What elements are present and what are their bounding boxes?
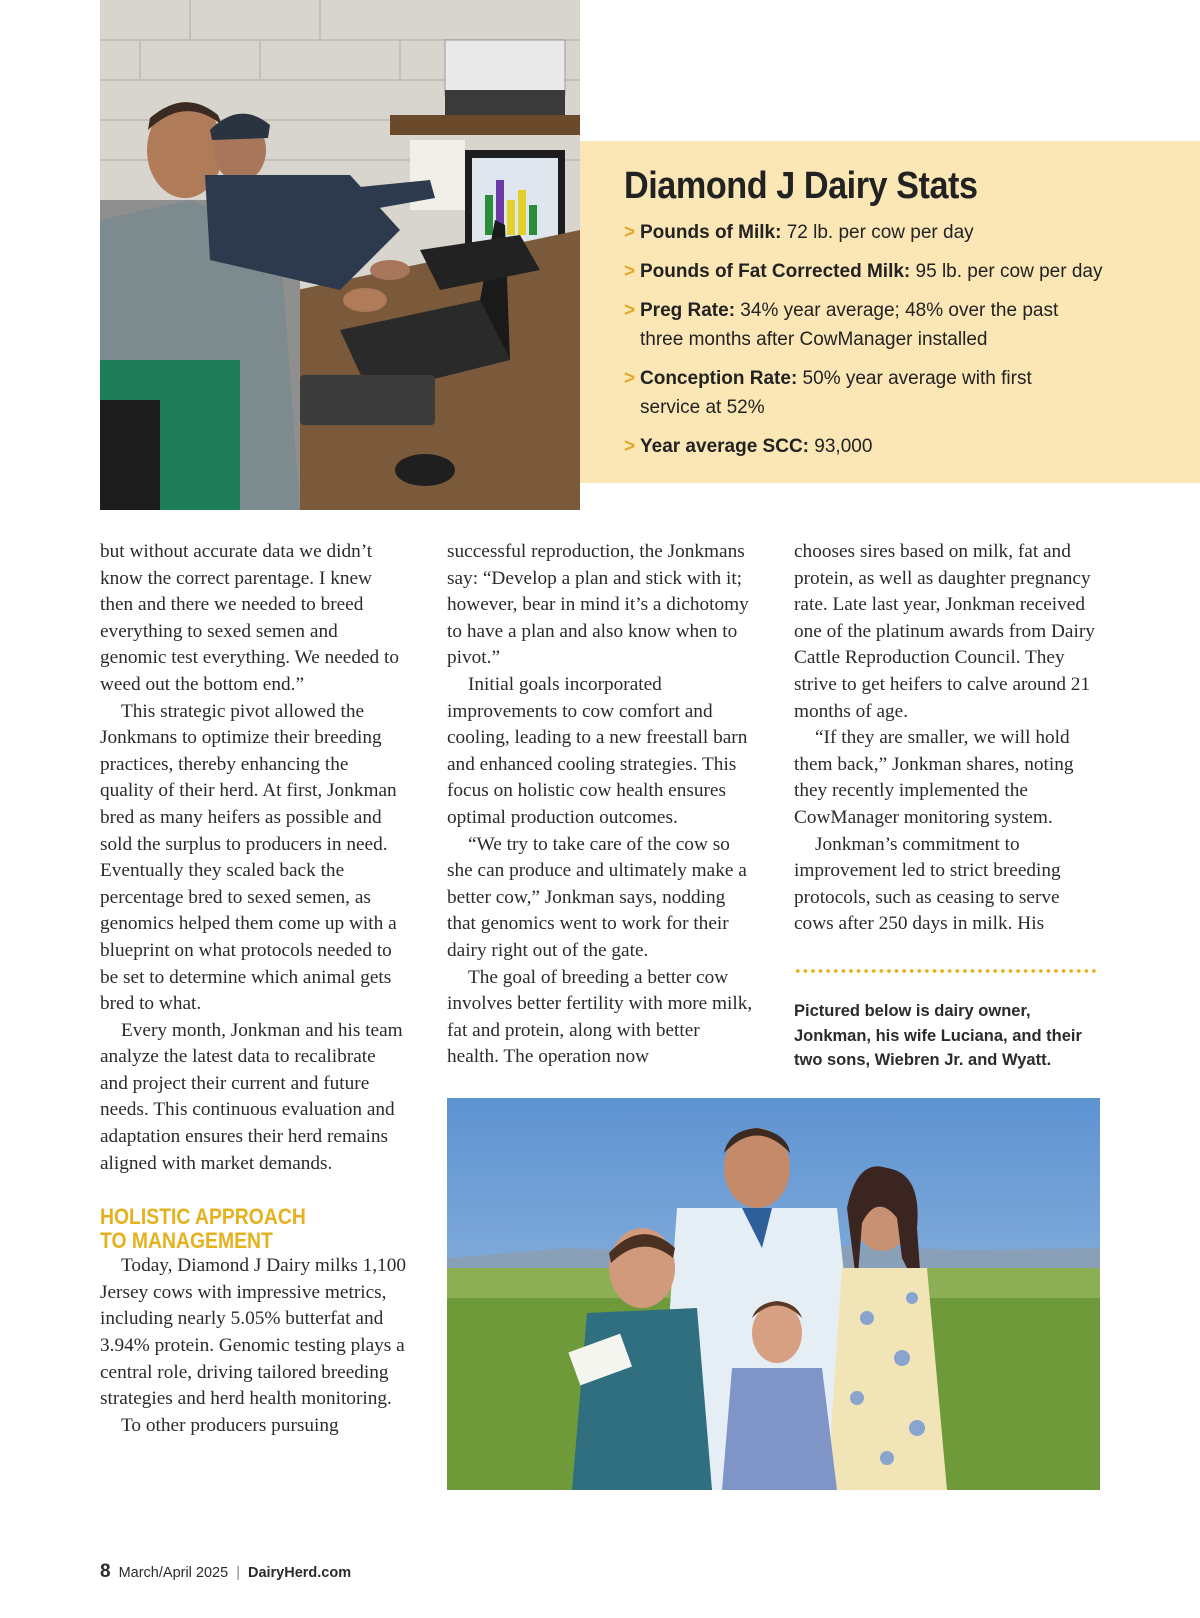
site-name: DairyHerd.com (247, 1565, 352, 1581)
page-footer (100, 1561, 351, 1583)
stat-label: Preg Rate: (640, 300, 736, 321)
arrow-icon: > (624, 261, 636, 282)
stat-preg-rate (624, 296, 1064, 354)
stat-value: 50% year average with first service at 52% (640, 368, 1032, 418)
arrow-icon: > (624, 368, 636, 389)
section-heading-line: HOLISTIC APPROACH (100, 1204, 306, 1230)
stats-title: Diamond J Dairy Stats (624, 165, 978, 207)
paragraph: “We try to take care of the cow so she can produce and ultimately make a better cow,” Jonkman says, nodding that genomics went to work for their dairy right out of the gate. (447, 833, 747, 961)
stat-value: 34% year average; 48% over the past three months after CowManager installed (640, 300, 1059, 350)
arrow-icon: > (624, 436, 636, 457)
footer-separator: | (236, 1565, 240, 1581)
page-number: 8 (100, 1561, 111, 1582)
issue-date: March/April 2025 (118, 1565, 229, 1581)
stat-scc (624, 432, 1184, 461)
stats-sidebar (580, 141, 1200, 483)
paragraph: but without accurate data we didn’t know the correct parentage. I knew then and there we needed to breed everything to sexed semen and genomic test everything. We needed to weed out the bottom end.” (100, 541, 399, 695)
paragraph: This strategic pivot allowed the Jonkmans to optimize their breeding practices, thereby enhancing the quality of their herd. At first, Jonkman bred as many heifers as possible and sold the surplus to producers in need. Eventually they scaled back the percentage bred to sexed semen, as genomics helped them come up with a blueprint on what protocols needed to be set to determine which animal gets bred to what. (100, 700, 397, 1015)
stat-label: Pounds of Fat Corrected Milk: (640, 261, 911, 282)
paragraph: To other producers pursuing (121, 1414, 339, 1436)
paragraph: “If they are smaller, we will hold them back,” Jonkman shares, noting they recently implemented the CowManager monitoring system. (794, 727, 1074, 828)
paragraph: successful reproduction, the Jonkmans say: “Develop a plan and stick with it; however, bear in mind it’s a dichotomy to have a plan and also know when to pivot.” (447, 541, 749, 669)
paragraph: Jonkman’s commitment to improvement led to strict breeding protocols, such as ceasing to serve cows after 250 days in milk. His (794, 833, 1061, 935)
stat-conception-rate (624, 364, 1044, 422)
paragraph: Every month, Jonkman and his team analyze the latest data to recalibrate and project their current and future needs. This continuous evaluation and adaptation ensures their herd remains aligned with market demands. (100, 1019, 403, 1174)
arrow-icon: > (624, 222, 636, 243)
stat-label: Pounds of Milk: (640, 222, 782, 243)
stat-label: Year average SCC: (640, 436, 809, 457)
office-photo (100, 0, 580, 510)
section-heading (100, 1205, 369, 1253)
photo-caption: Pictured below is dairy owner, Jonkman, his wife Luciana, and their two sons, Wiebren Jr. and Wyatt. (794, 1002, 1082, 1069)
family-photo (447, 1098, 1100, 1490)
section-heading-line: TO MANAGEMENT (100, 1228, 273, 1254)
stat-value: 93,000 (809, 436, 873, 457)
stat-fat-corrected-milk (624, 257, 1184, 286)
arrow-icon: > (624, 300, 636, 321)
dotted-divider (794, 968, 1100, 974)
stat-value: 72 lb. per cow per day (781, 222, 974, 243)
article-column-3 (794, 539, 1104, 938)
paragraph: The goal of breeding a better cow involves better fertility with more milk, fat and protein, along with better health. The operation now (447, 966, 753, 1068)
stat-label: Conception Rate: (640, 368, 798, 389)
article-column-2 (447, 539, 753, 1071)
paragraph: Today, Diamond J Dairy milks 1,100 Jersey cows with impressive metrics, including nearly 5.05% butterfat and 3.94% protein. Genomic testing plays a central role, driving tailored breeding strategies and herd health monitoring. (100, 1255, 406, 1410)
stat-value: 95 lb. per cow per day (910, 261, 1103, 282)
stat-pounds-of-milk (624, 218, 1184, 247)
paragraph: Initial goals incorporated improvements to cow comfort and cooling, leading to a new freestall barn and enhanced cooling strategies. This focus on holistic cow health ensures optimal production outcomes. (447, 673, 748, 828)
paragraph: chooses sires based on milk, fat and protein, as well as daughter pregnancy rate. Late last year, Jonkman received one of the platinum awards from Dairy Cattle Reproduction Council. They strive to get heifers to calve around 21 months of age. (794, 541, 1095, 722)
article-column-1 (100, 539, 406, 1439)
